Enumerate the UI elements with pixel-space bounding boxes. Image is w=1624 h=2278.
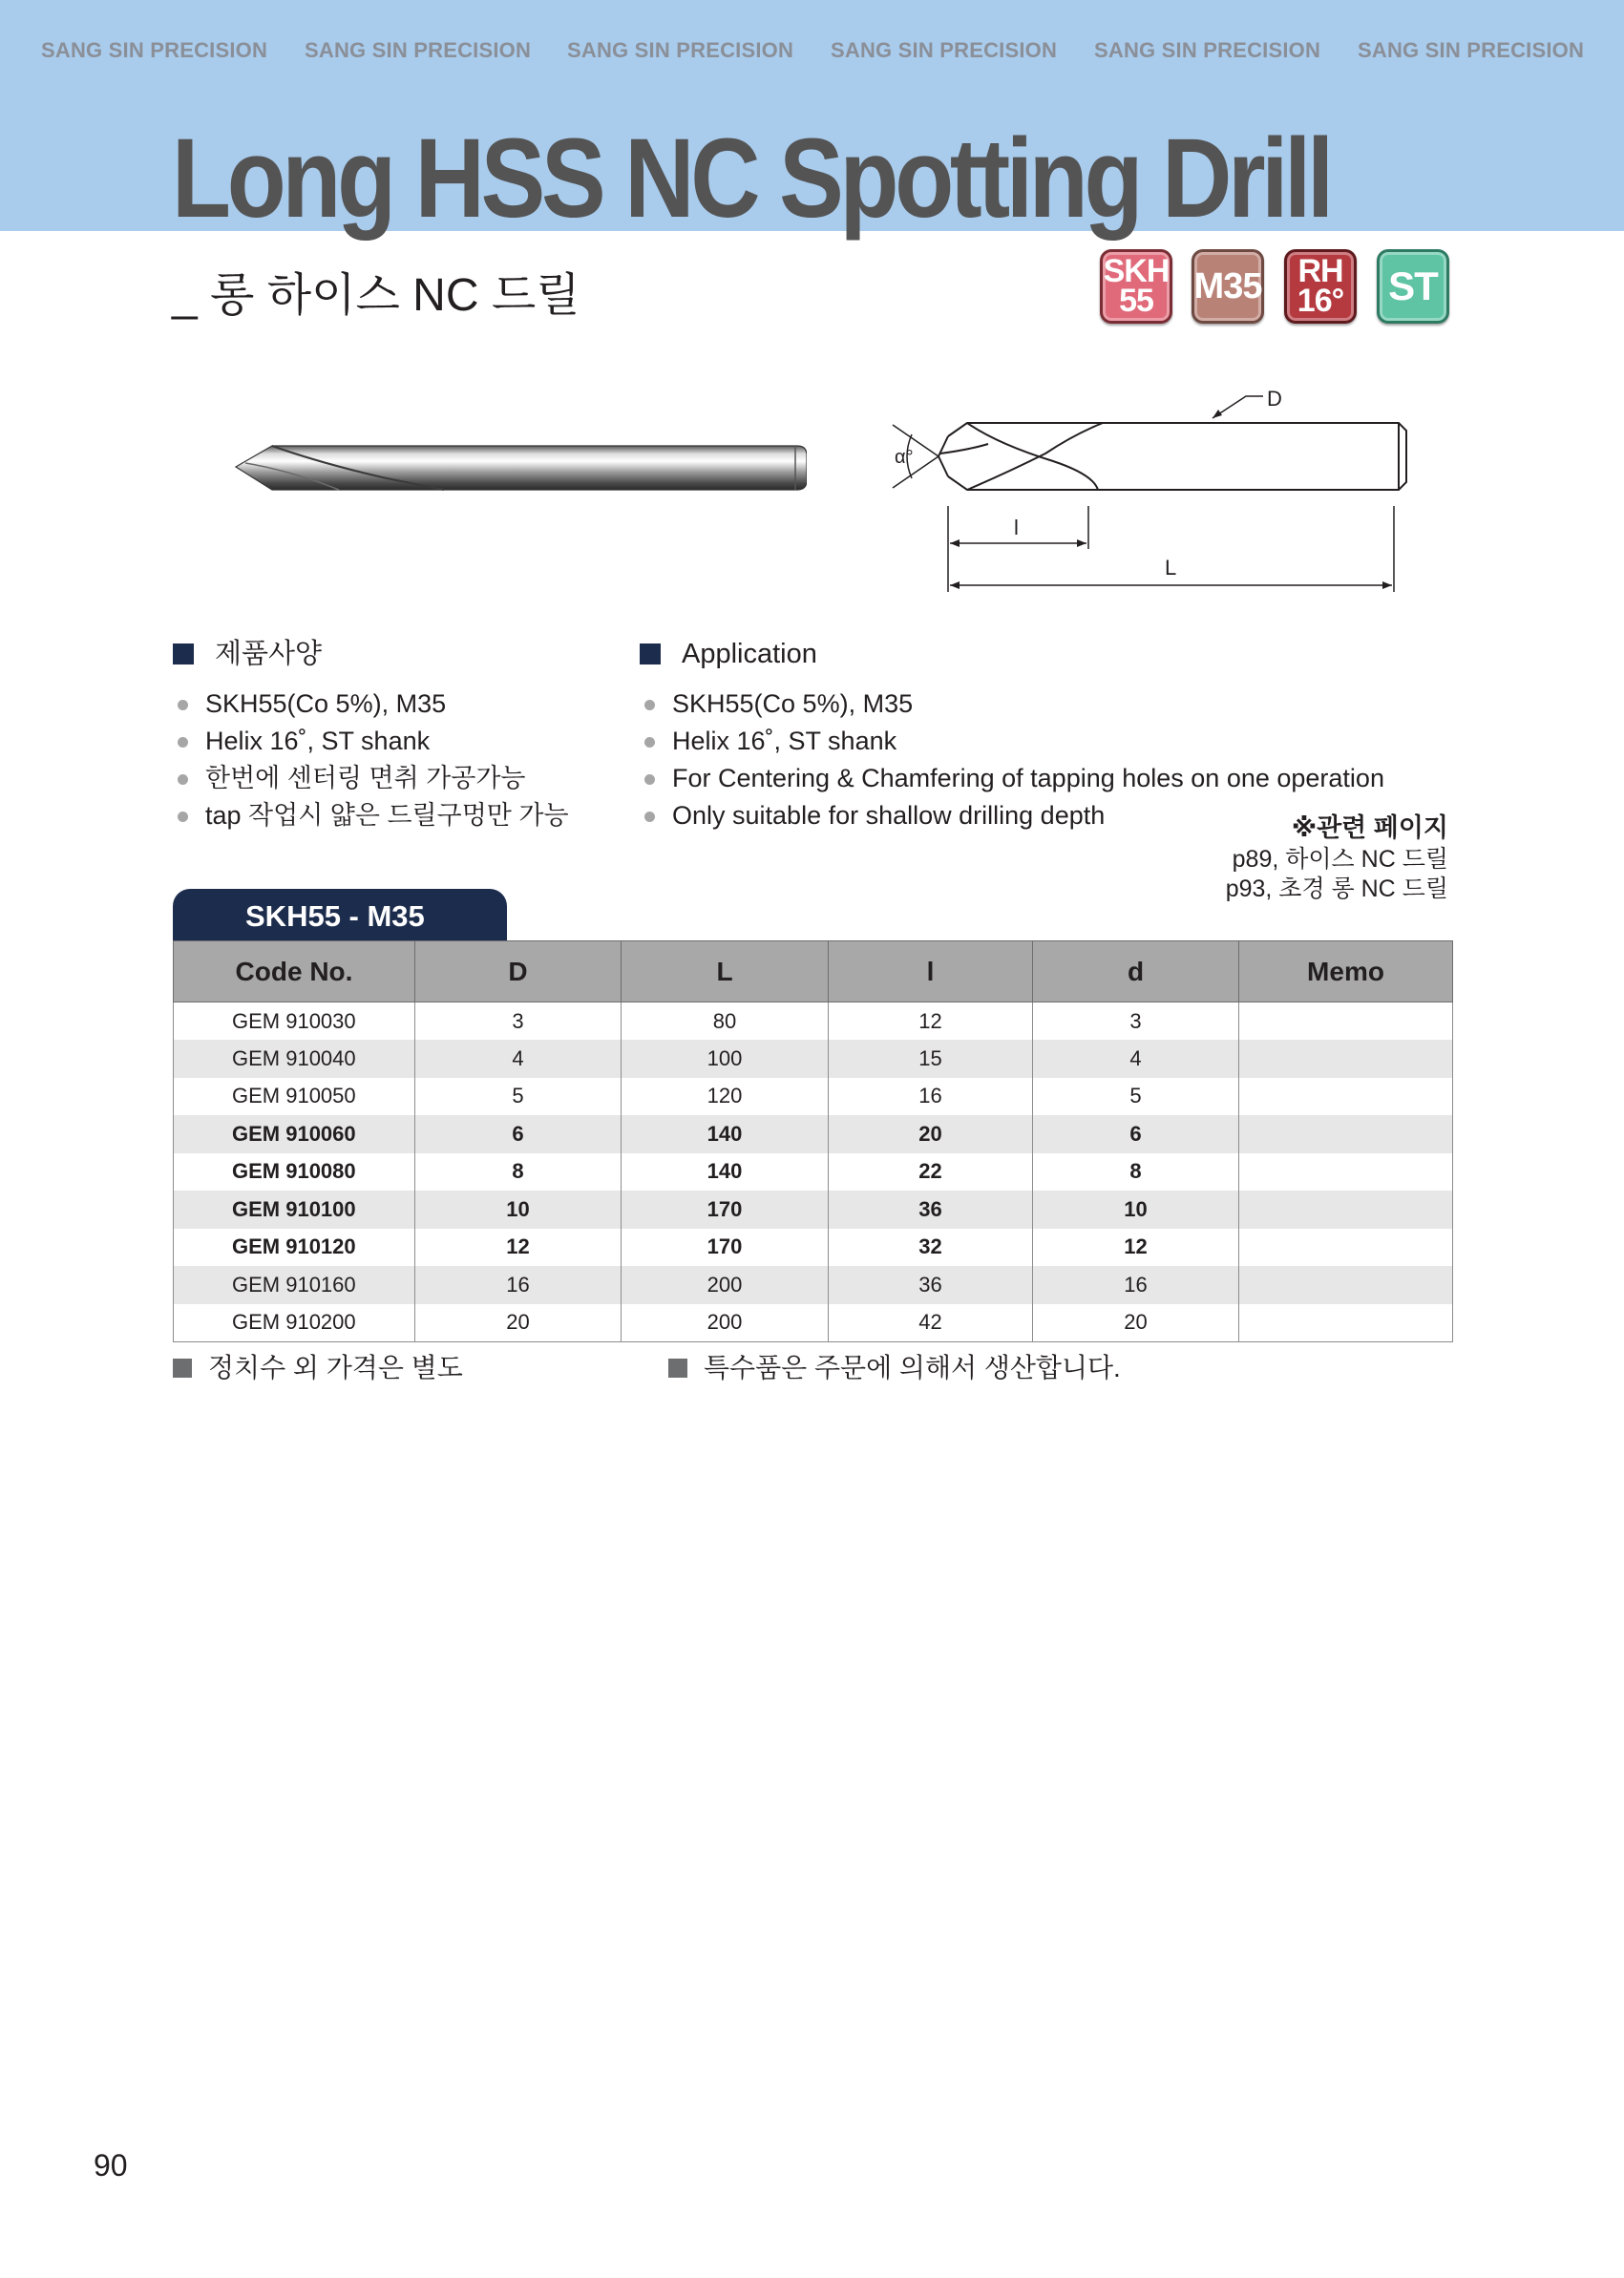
drill-photo [234, 434, 807, 501]
cell-D: 5 [415, 1078, 622, 1116]
cell-L: 120 [622, 1078, 829, 1116]
material-badges [1100, 249, 1449, 326]
spec-heading-text: 제품사양 [215, 639, 323, 669]
cell-L: 200 [622, 1266, 829, 1304]
note-special-order [668, 1353, 1121, 1383]
application-item: SKH55(Co 5%), M35 [640, 686, 1384, 723]
table-row [174, 1115, 1453, 1153]
application-list [640, 686, 1384, 834]
cell-code: GEM 910160 [174, 1266, 415, 1304]
cell-memo [1239, 1266, 1453, 1304]
brand-text: SANG SIN PRECISION [1094, 38, 1321, 62]
cell-memo [1239, 1153, 1453, 1192]
col-header-memo: Memo [1239, 941, 1453, 1002]
badge-line: RH [1297, 252, 1343, 289]
badge-m35 [1192, 249, 1264, 324]
related-link[interactable]: p93, 초경 롱 NC 드릴 [1225, 875, 1448, 902]
square-bullet-icon [668, 1359, 687, 1378]
cell-L: 80 [622, 1002, 829, 1041]
badge-skh55 [1100, 249, 1172, 324]
brand-text: SANG SIN PRECISION [305, 38, 532, 62]
note-text: 특수품은 주문에 의해서 생산합니다. [704, 1353, 1121, 1382]
col-header-code: Code No. [174, 941, 415, 1002]
table-row [174, 1153, 1453, 1192]
col-header-D: D [415, 941, 622, 1002]
cell-d: 4 [1033, 1040, 1239, 1078]
square-bullet-icon [640, 643, 661, 664]
cell-d: 10 [1033, 1191, 1239, 1229]
page-title: Long HSS NC Spotting Drill [172, 116, 1330, 242]
cell-d: 12 [1033, 1229, 1239, 1267]
spec-item: Helix 16˚, ST shank [173, 723, 569, 760]
cell-d: 8 [1033, 1153, 1239, 1192]
related-link[interactable]: p89, 하이스 NC 드릴 [1232, 846, 1448, 873]
cell-memo [1239, 1304, 1453, 1342]
brand-strip [0, 38, 1624, 69]
cell-L: 140 [622, 1115, 829, 1153]
brand-text: SANG SIN PRECISION [831, 38, 1058, 62]
cell-D: 16 [415, 1266, 622, 1304]
cell-l: 12 [829, 1002, 1033, 1041]
col-header-l: l [829, 941, 1033, 1002]
cell-l: 15 [829, 1040, 1033, 1078]
cell-l: 20 [829, 1115, 1033, 1153]
cell-d: 16 [1033, 1266, 1239, 1304]
note-price [173, 1353, 463, 1383]
cell-l: 36 [829, 1191, 1033, 1229]
cell-code: GEM 910060 [174, 1115, 415, 1153]
application-heading-text: Application [682, 639, 817, 669]
spec-item: SKH55(Co 5%), M35 [173, 686, 569, 723]
related-title: ※관련 페이지 [1291, 813, 1448, 842]
cell-code: GEM 910120 [174, 1229, 415, 1267]
table-row [174, 1266, 1453, 1304]
cell-L: 100 [622, 1040, 829, 1078]
label-l: l [1014, 516, 1019, 539]
label-D: D [1267, 387, 1282, 411]
table-row [174, 1191, 1453, 1229]
cell-memo [1239, 1040, 1453, 1078]
brand-text: SANG SIN PRECISION [41, 38, 268, 62]
cell-D: 3 [415, 1002, 622, 1041]
cell-D: 20 [415, 1304, 622, 1342]
cell-code: GEM 910080 [174, 1153, 415, 1192]
related-pages [1226, 813, 1448, 904]
square-bullet-icon [173, 1359, 192, 1378]
brand-text: SANG SIN PRECISION [567, 38, 794, 62]
application-item: Helix 16˚, ST shank [640, 723, 1384, 760]
table-row [174, 1002, 1453, 1041]
cell-memo [1239, 1115, 1453, 1153]
cell-D: 12 [415, 1229, 622, 1267]
spec-heading [173, 638, 322, 670]
cell-code: GEM 910040 [174, 1040, 415, 1078]
cell-L: 170 [622, 1229, 829, 1267]
application-item: For Centering & Chamfering of tapping holes on one operation [640, 760, 1384, 797]
cell-l: 36 [829, 1266, 1033, 1304]
table-tab: SKH55 - M35 [173, 889, 507, 941]
table-row [174, 1304, 1453, 1342]
square-bullet-icon [173, 643, 194, 664]
application-heading [640, 638, 817, 670]
cell-D: 4 [415, 1040, 622, 1078]
cell-code: GEM 910200 [174, 1304, 415, 1342]
label-L: L [1165, 556, 1177, 580]
spec-item: tap 작업시 얇은 드릴구멍만 가능 [173, 797, 569, 834]
badge-line: 16° [1297, 283, 1344, 319]
cell-D: 10 [415, 1191, 622, 1229]
cell-d: 6 [1033, 1115, 1239, 1153]
cell-code: GEM 910030 [174, 1002, 415, 1041]
cell-L: 170 [622, 1191, 829, 1229]
page-subtitle: _ 롱 하이스 NC 드릴 [172, 270, 580, 321]
table-row [174, 1229, 1453, 1267]
cell-l: 22 [829, 1153, 1033, 1192]
cell-memo [1239, 1002, 1453, 1041]
badge-line: 55 [1119, 283, 1153, 319]
application-item: Only suitable for shallow drilling depth [640, 797, 1384, 834]
badge-st [1377, 249, 1449, 324]
cell-memo [1239, 1078, 1453, 1116]
cell-L: 140 [622, 1153, 829, 1192]
table-row [174, 1040, 1453, 1078]
cell-D: 6 [415, 1115, 622, 1153]
badge-line: SKH [1103, 252, 1170, 289]
spec-list [173, 686, 569, 834]
cell-l: 32 [829, 1229, 1033, 1267]
cell-l: 42 [829, 1304, 1033, 1342]
label-alpha: α° [895, 447, 914, 468]
badge-line: ST [1388, 263, 1438, 308]
table-header-row [174, 941, 1453, 1002]
col-header-L: L [622, 941, 829, 1002]
cell-d: 5 [1033, 1078, 1239, 1116]
dimension-diagram [883, 387, 1418, 611]
table-row [174, 1078, 1453, 1116]
badge-line: M35 [1193, 265, 1262, 306]
spec-item: 한번에 센터링 면취 가공가능 [173, 760, 569, 797]
col-header-d: d [1033, 941, 1239, 1002]
page-number: 90 [94, 2148, 128, 2183]
cell-code: GEM 910050 [174, 1078, 415, 1116]
brand-text: SANG SIN PRECISION [1358, 38, 1585, 62]
note-text: 정치수 외 가격은 별도 [208, 1353, 463, 1382]
badge-rh16 [1284, 249, 1357, 324]
cell-d: 20 [1033, 1304, 1239, 1342]
cell-l: 16 [829, 1078, 1033, 1116]
cell-L: 200 [622, 1304, 829, 1342]
cell-D: 8 [415, 1153, 622, 1192]
cell-memo [1239, 1229, 1453, 1267]
cell-code: GEM 910100 [174, 1191, 415, 1229]
cell-memo [1239, 1191, 1453, 1229]
cell-d: 3 [1033, 1002, 1239, 1041]
spec-table [173, 940, 1453, 1342]
